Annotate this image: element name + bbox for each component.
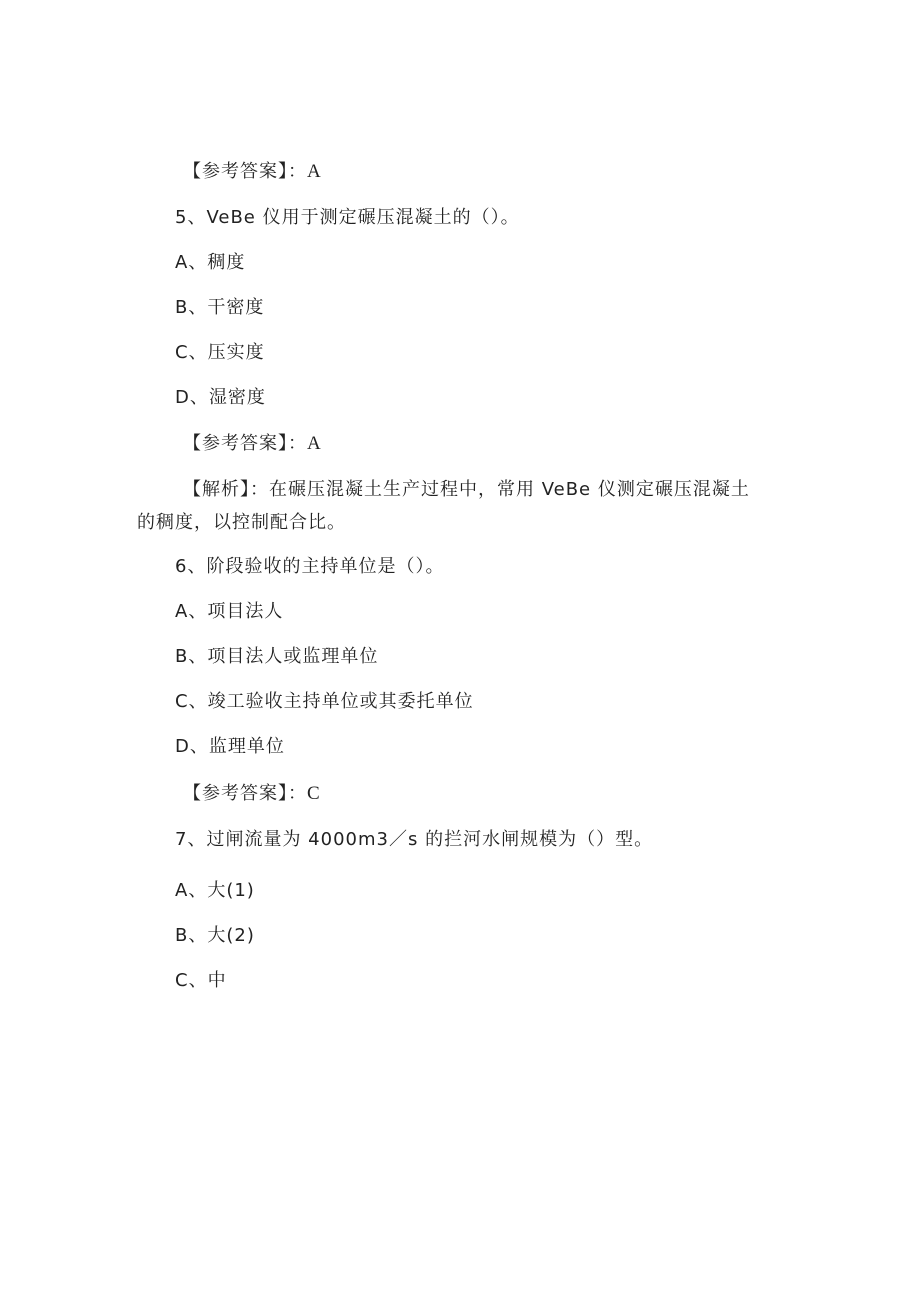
question-6-stem: 6、阶段验收的主持单位是（）。 bbox=[175, 556, 445, 577]
explanation-line-1 bbox=[183, 478, 750, 502]
question-7-stem: 7、过闸流量为 4000m3／s 的拦河水闸规模为（）型。 bbox=[175, 829, 654, 850]
answer-value: A bbox=[307, 433, 322, 454]
question-6-option-c: C、竣工验收主持单位或其委托单位 bbox=[175, 691, 474, 712]
question-5-option-c: C、压实度 bbox=[175, 342, 265, 363]
question-6-option-d: D、监理单位 bbox=[175, 736, 285, 757]
answer-separator: ： bbox=[288, 161, 307, 182]
answer-label: 【参考答案】 bbox=[183, 783, 288, 804]
answer-value: C bbox=[307, 783, 321, 804]
answer-line-q6 bbox=[183, 782, 321, 806]
answer-line-q4 bbox=[183, 160, 322, 184]
question-5-option-b: B、干密度 bbox=[175, 297, 265, 318]
answer-label: 【参考答案】 bbox=[183, 161, 288, 182]
question-7-option-c: C、中 bbox=[175, 970, 227, 991]
answer-separator: ： bbox=[288, 783, 307, 804]
answer-separator: ： bbox=[288, 433, 307, 454]
question-6-option-a: A、项目法人 bbox=[175, 601, 284, 622]
answer-line-q5 bbox=[183, 432, 322, 456]
question-7-option-b: B、大(2) bbox=[175, 925, 255, 946]
explanation-line-2: 的稠度，以控制配合比。 bbox=[137, 512, 346, 533]
question-5-stem: 5、VeBe 仪用于测定碾压混凝土的（）。 bbox=[175, 207, 520, 228]
answer-label: 【参考答案】 bbox=[183, 433, 288, 454]
question-5-option-d: D、湿密度 bbox=[175, 387, 266, 408]
explanation-text: ：在碾压混凝土生产过程中，常用 VeBe 仪测定碾压混凝土 bbox=[250, 479, 750, 500]
question-7-option-a: A、大(1) bbox=[175, 880, 255, 901]
explanation-label: 【解析】 bbox=[183, 479, 250, 500]
question-5-option-a: A、稠度 bbox=[175, 252, 246, 273]
answer-value: A bbox=[307, 161, 322, 182]
question-6-option-b: B、项目法人或监理单位 bbox=[175, 646, 379, 667]
